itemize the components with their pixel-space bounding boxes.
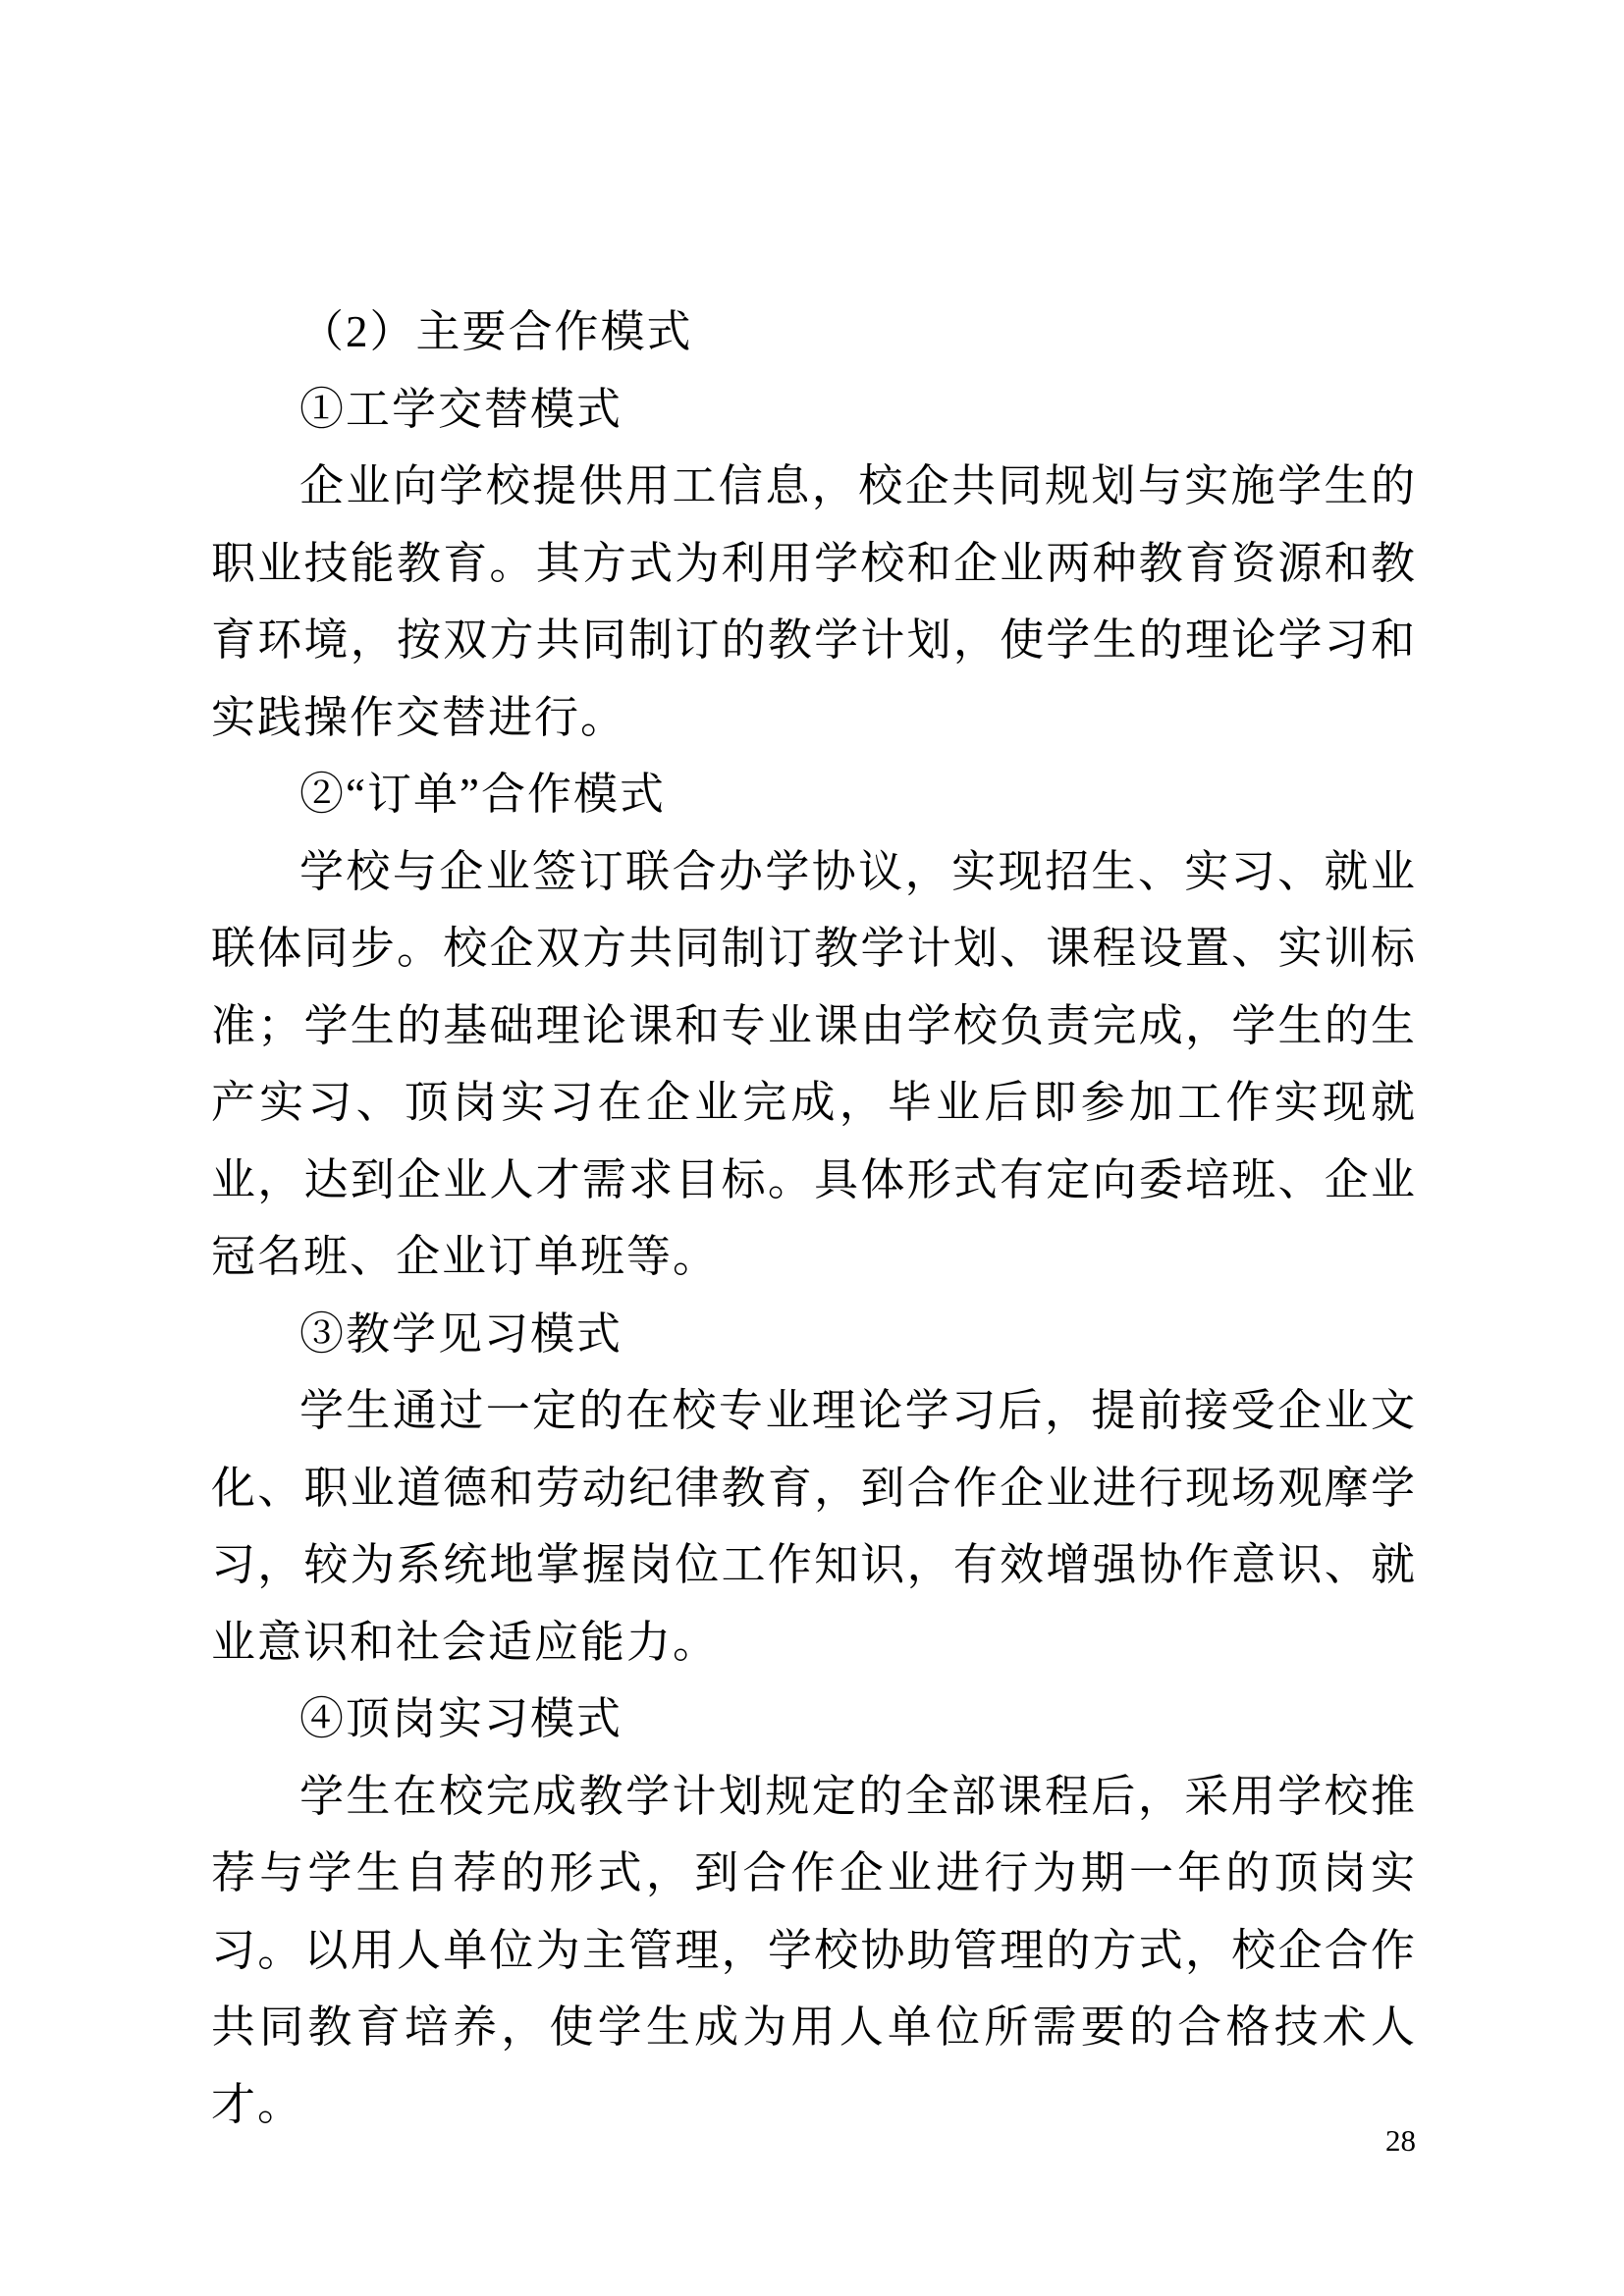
paragraph-work-study-alternation: 企业向学校提供用工信息，校企共同规划与实施学生的职业技能教育。其方式为利用学校和企业两种教育资源和教育环境，按双方共同制订的教学计划，使学生的理论学习和实践操作交替进行。	[211, 461, 1417, 742]
heading-teaching-observation-mode: ③教学见习模式	[299, 1308, 623, 1359]
heading-work-study-alternation-mode: ①工学交替模式	[299, 384, 623, 434]
heading-post-internship-mode: ④顶岗实习模式	[299, 1694, 623, 1743]
heading-order-cooperation-mode: ②“订单”合作模式	[299, 770, 666, 819]
paragraph-order-cooperation: 学校与企业签订联合办学协议，实现招生、实习、就业联体同步。校企双方共同制订教学计划、课程设置、实训标准；学生的基础理论课和专业课由学校负责完成，学生的生产实习、顶岗实习在企业完成，毕业后即参加工作实现就业，达到企业人才需求目标。具体形式有定向委培班、企业冠名班、企业订单班等。	[211, 846, 1417, 1281]
heading-main-cooperation-modes: （2）主要合作模式	[299, 307, 693, 356]
paragraph-teaching-observation: 学生通过一定的在校专业理论学习后，提前接受企业文化、职业道德和劳动纪律教育，到合作企业进行现场观摩学习，较为系统地掌握岗位工作知识，有效增强协作意识、就业意识和社会适应能力。	[211, 1386, 1417, 1667]
page-number: 28	[1385, 2123, 1416, 2158]
document-body	[211, 294, 1417, 2143]
paragraph-post-internship: 学生在校完成教学计划规定的全部课程后，采用学校推荐与学生自荐的形式，到合作企业进行为期一年的顶岗实习。以用人单位为主管理，学校协助管理的方式，校企合作共同教育培养，使学生成为用人单位所需要的合格技术人才。	[211, 1771, 1417, 2129]
